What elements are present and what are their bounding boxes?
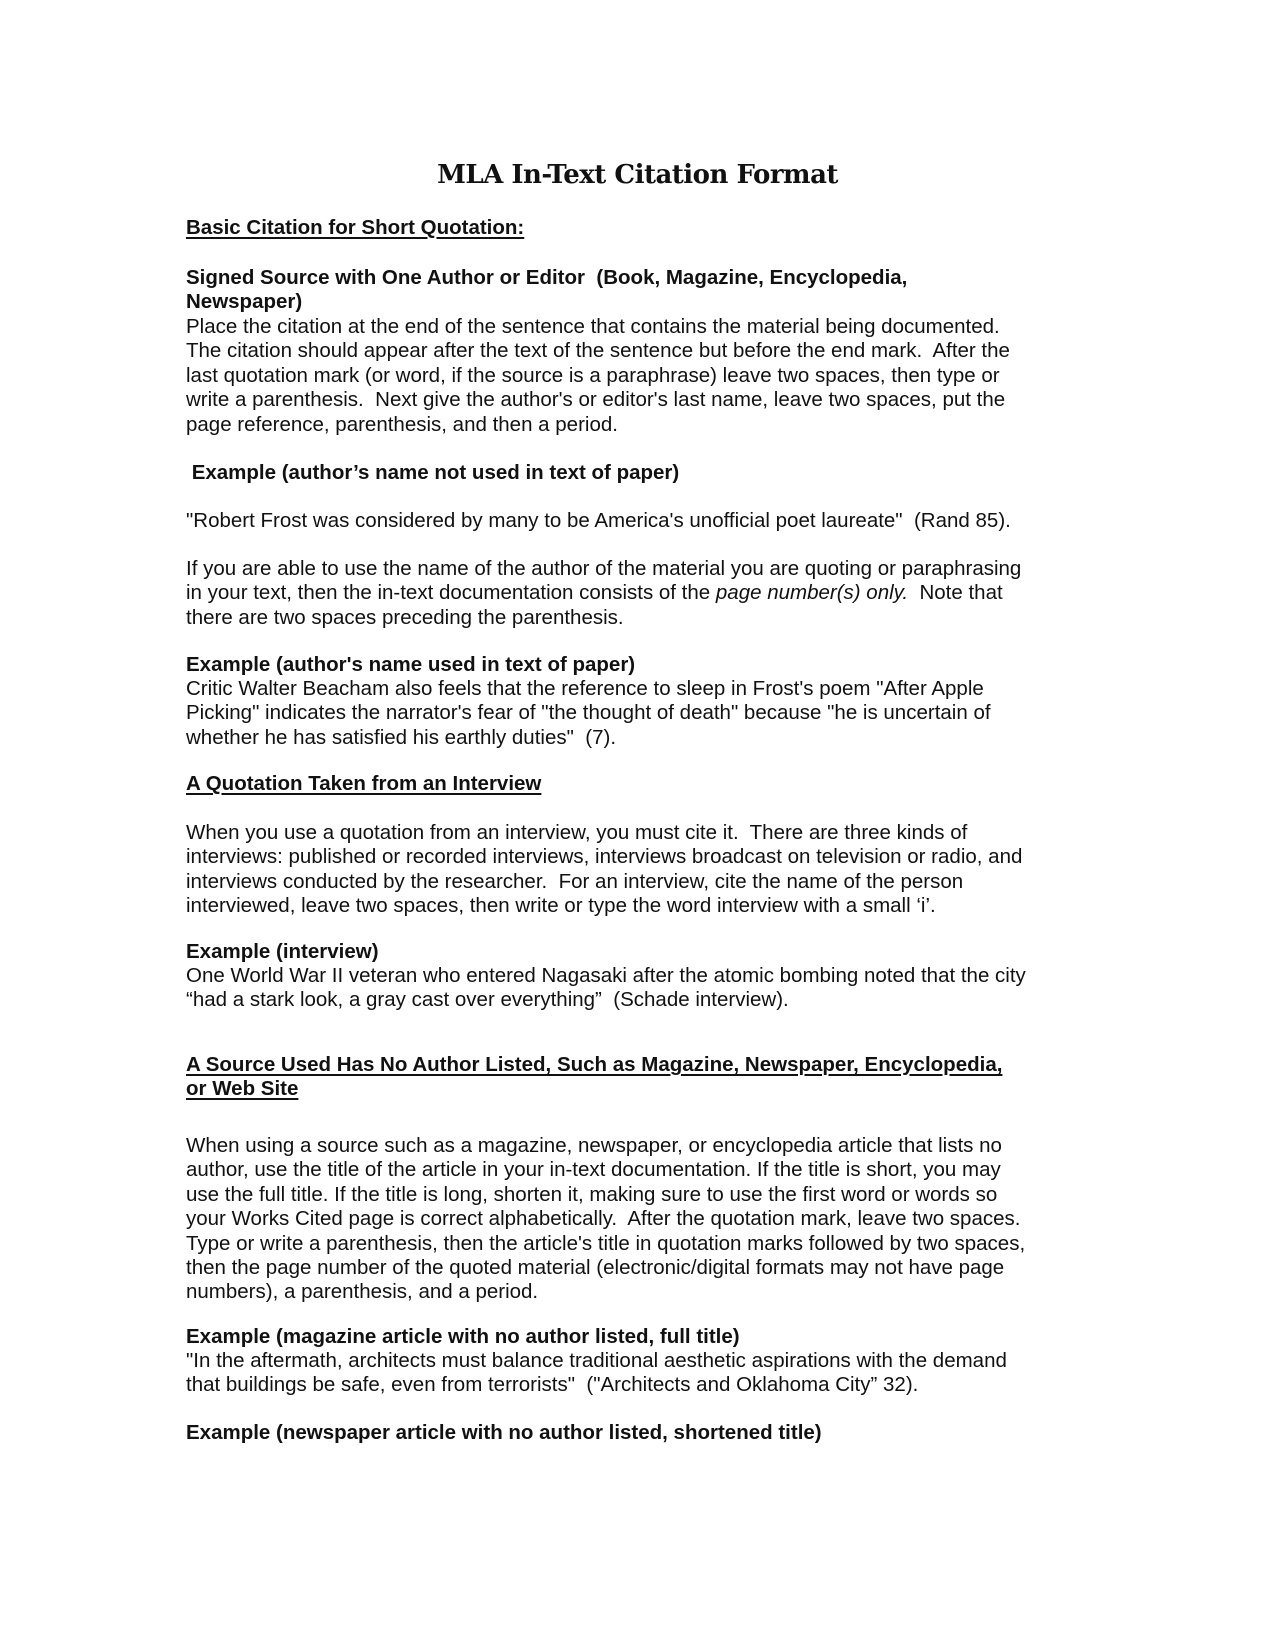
text-line: then the page number of the quoted material (electronic/digital formats may not have page bbox=[186, 1256, 1005, 1280]
heading-line: A Source Used Has No Author Listed, Such as Magazine, Newspaper, Encyclopedia, bbox=[186, 1053, 1003, 1076]
section-heading-no-author bbox=[186, 1053, 1086, 1102]
text-line: interviewed, leave two spaces, then write or type the word interview with a small ‘i’. bbox=[186, 894, 936, 918]
text-line: The citation should appear after the text of the sentence but before the end mark. After the bbox=[186, 339, 1010, 363]
heading-line: or Web Site bbox=[186, 1077, 299, 1101]
subheading-signed-source bbox=[186, 266, 1086, 315]
paragraph-interview bbox=[186, 821, 1086, 919]
text-line: Type or write a parenthesis, then the article's title in quotation marks followed by two spaces, bbox=[186, 1231, 1026, 1255]
example-text-architects bbox=[186, 1349, 1086, 1398]
italic-text: page number(s) only. bbox=[715, 581, 909, 605]
text-line: "In the aftermath, architects must balance traditional aesthetic aspirations with the demand bbox=[186, 1349, 1007, 1372]
text-line: Picking" indicates the narrator's fear of "the thought of death" because "he is uncertain of bbox=[186, 701, 991, 725]
text-line: Note that bbox=[908, 581, 1003, 605]
text-line: author, use the title of the article in your in-text documentation. If the title is short, you may bbox=[186, 1158, 1001, 1182]
text-line: If you are able to use the name of the author of the material you are quoting or paraphrasing bbox=[186, 557, 1022, 580]
example-heading-name-used: Example (author's name used in text of paper) bbox=[186, 653, 636, 676]
example-text-beacham bbox=[186, 677, 1086, 750]
subheading-line: Signed Source with One Author or Editor (Book, Magazine, Encyclopedia, bbox=[186, 266, 908, 289]
text-line: that buildings be safe, even from terrorists" ("Architects and Oklahoma City” 32). bbox=[186, 1373, 919, 1397]
subheading-line: Newspaper) bbox=[186, 290, 303, 314]
text-line: in your text, then the in-text documentation consists of the bbox=[186, 581, 716, 605]
text-line: page reference, parenthesis, and then a period. bbox=[186, 412, 618, 436]
text-line: One World War II veteran who entered Nagasaki after the atomic bombing noted that the city bbox=[186, 964, 1026, 987]
text-line: Critic Walter Beacham also feels that the reference to sleep in Frost's poem "After Apple bbox=[186, 677, 984, 700]
example-text-frost: "Robert Frost was considered by many to be America's unofficial poet laureate" (Rand 85). bbox=[186, 509, 1011, 532]
example-heading-interview: Example (interview) bbox=[186, 940, 379, 963]
paragraph-author-used bbox=[186, 557, 1086, 630]
text-line: interviews conducted by the researcher. For an interview, cite the name of the person bbox=[186, 869, 964, 893]
text-line: write a parenthesis. Next give the author's or editor's last name, leave two spaces, put the bbox=[186, 388, 1006, 412]
text-line: whether he has satisfied his earthly duties" (7). bbox=[186, 725, 617, 749]
text-line: use the full title. If the title is long, shorten it, making sure to use the first word or words so bbox=[186, 1182, 998, 1206]
text-line: there are two spaces preceding the parenthesis. bbox=[186, 605, 624, 629]
example-heading-magazine: Example (magazine article with no author listed, full title) bbox=[186, 1325, 740, 1348]
section-heading-interview: A Quotation Taken from an Interview bbox=[186, 772, 542, 795]
text-line: last quotation mark (or word, if the source is a paraphrase) leave two spaces, then type or bbox=[186, 363, 1000, 387]
page-title: MLA In-Text Citation Format bbox=[437, 160, 838, 190]
example-text-nagasaki bbox=[186, 964, 1086, 1013]
text-line: Place the citation at the end of the sentence that contains the material being documented. bbox=[186, 315, 1000, 338]
example-heading-name-not-used: Example (author’s name not used in text of paper) bbox=[186, 461, 680, 484]
text-line: your Works Cited page is correct alphabetically. After the quotation mark, leave two spaces. bbox=[186, 1207, 1021, 1231]
paragraph-signed-source bbox=[186, 315, 1086, 437]
section-heading-basic: Basic Citation for Short Quotation: bbox=[186, 216, 525, 239]
text-line: numbers), a parenthesis, and a period. bbox=[186, 1280, 539, 1304]
text-line: When using a source such as a magazine, newspaper, or encyclopedia article that lists no bbox=[186, 1134, 1002, 1157]
example-heading-newspaper: Example (newspaper article with no author listed, shortened title) bbox=[186, 1421, 822, 1444]
text-line: interviews: published or recorded interviews, interviews broadcast on television or radio, and bbox=[186, 845, 1023, 869]
text-line: “had a stark look, a gray cast over everything” (Schade interview). bbox=[186, 988, 789, 1012]
text-line: When you use a quotation from an interview, you must cite it. There are three kinds of bbox=[186, 821, 968, 844]
paragraph-no-author bbox=[186, 1134, 1086, 1305]
